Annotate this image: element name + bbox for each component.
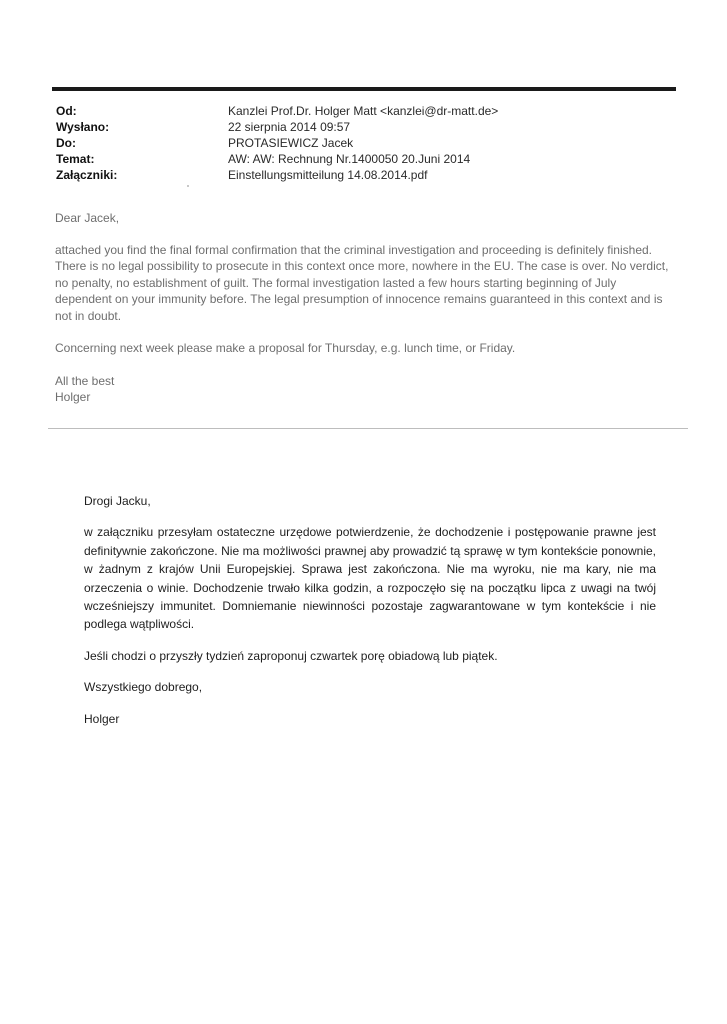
- scan-speck: [187, 185, 189, 187]
- english-greeting: Dear Jacek,: [55, 211, 120, 225]
- from-value: Kanzlei Prof.Dr. Holger Matt <kanzlei@dr-matt.de>: [228, 104, 499, 118]
- sent-label: Wysłano:: [56, 120, 110, 134]
- header-row-attachments: [56, 167, 676, 183]
- to-value: PROTASIEWICZ Jacek: [228, 136, 354, 150]
- english-body-line: There is no legal possibility to prosecute in this context once more, nowhere in the EU. The case is over. No verdict,: [55, 259, 669, 273]
- english-body: [55, 242, 679, 325]
- polish-body: w załączniku przesyłam ostateczne urzędowe potwierdzenie, że dochodzenie i postępowanie prawne jest definitywnie zakończone. Nie ma możliwości prawnej aby prowadzić tą sprawę w tym kontekście ponownie, w żadnym z krajów Unii Europejskiej. Sprawa jest zakończona. Nie ma wyroku, nie ma kary, nie ma orzeczenia o winie. Dochodzenie trwało kilka godzin, a rozpoczęło się na początku lipca z uwagi na twój wcześniejszy immunitet. Domniemanie niewinności pozostaje zagwarantowane w tym kontekście i nie podlega wątpliwości.: [84, 525, 656, 632]
- english-body-line: dependent on your immunity before. The legal presumption of innocence remains guaranteed in this context and is: [55, 292, 663, 306]
- to-label: Do:: [56, 136, 76, 150]
- english-body-line: not in doubt.: [55, 308, 122, 323]
- english-concerning: Concerning next week please make a proposal for Thursday, e.g. lunch time, or Friday.: [55, 341, 516, 355]
- header-row-to: [56, 135, 676, 151]
- subject-value: AW: AW: Rechnung Nr.1400050 20.Juni 2014: [228, 152, 471, 166]
- message-divider: [48, 428, 688, 429]
- english-body-line: no penalty, no establishment of guilt. The formal investigation lasted a few hours starting beginning of July: [55, 275, 617, 290]
- polish-signature: Holger: [84, 711, 120, 726]
- english-closing: All the best: [55, 373, 115, 388]
- polish-closing: Wszystkiego dobrego,: [84, 680, 203, 695]
- english-body-line: attached you find the final formal confirmation that the criminal investigation and proceeding is definitely finished.: [55, 242, 653, 257]
- english-signature: Holger: [55, 390, 91, 404]
- polish-greeting: Drogi Jacku,: [84, 494, 151, 508]
- header-top-rule: [52, 87, 676, 91]
- header-row-subject: [56, 151, 676, 167]
- polish-message: [84, 492, 656, 741]
- sent-value: 22 sierpnia 2014 09:57: [228, 120, 351, 134]
- from-label: Od:: [56, 104, 77, 118]
- header-row-from: [56, 103, 676, 119]
- attachments-label: Załączniki:: [56, 168, 118, 182]
- polish-concerning: Jeśli chodzi o przyszły tydzień zaproponuj czwartek porę obiadową lub piątek.: [84, 648, 498, 663]
- subject-label: Temat:: [56, 152, 95, 166]
- attachments-value: Einstellungsmitteilung 14.08.2014.pdf: [228, 168, 428, 182]
- email-header: [56, 103, 676, 183]
- header-row-sent: [56, 119, 676, 135]
- english-message: [55, 210, 679, 406]
